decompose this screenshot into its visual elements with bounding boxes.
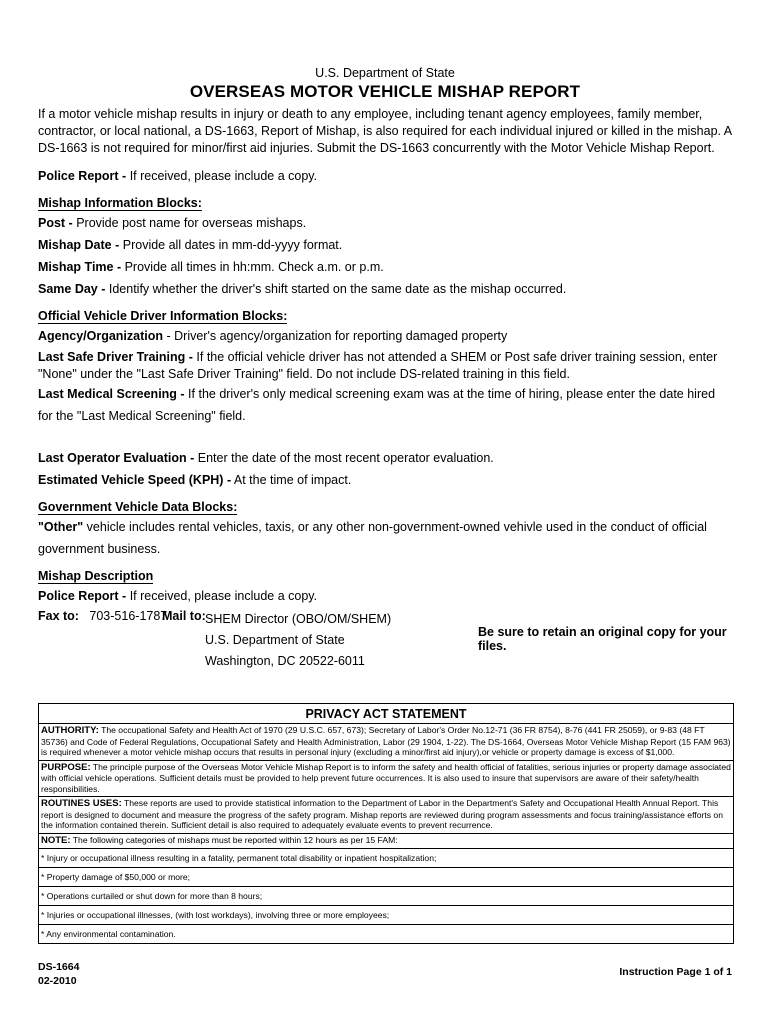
mishap-description-heading: Mishap Description — [38, 569, 154, 583]
mishap-info-heading: Mishap Information Blocks: — [38, 196, 202, 210]
page-title: OVERSEAS MOTOR VEHICLE MISHAP REPORT — [189, 82, 581, 101]
contact-block — [38, 609, 732, 679]
agency-name: U.S. Department of State — [315, 66, 455, 80]
privacy-authority: AUTHORITY: The occupational Safety and Health Act of 1970 (29 U.S.C. 657, 673); Secretary of Labor's Order No.12-71 (36 FR 8754), 8-76 (441 FR 25059), or 9-83 (48 FT 35736) and Code of Federal Regulations, Occupational Safety and Health Administration, Labor (29 1904, 1-22). The DS-1664, Overseas Motor Vehicle Mishap Report (15 FAM 963) is required whenever a motor vehicle mishap occurs that results in personal injury (excluding a minor/first aid injury),or vehicle or property damage is excess of $1,000. — [39, 724, 733, 761]
driver-info-speed: Estimated Vehicle Speed (KPH) - At the time of impact. — [38, 473, 352, 487]
driver-info-agency: Agency/Organization - Driver's agency/organization for reporting damaged property — [38, 329, 508, 343]
police-report-note: Police Report - If received, please include a copy. — [38, 169, 318, 183]
privacy-note: NOTE: The following categories of mishaps must be reported within 12 hours as per 15 FAM: — [39, 834, 733, 850]
page-number: Instruction Page 1 of 1 — [619, 966, 732, 978]
driver-info-medical: Last Medical Screening - If the driver's only medical screening exam was at the time of hiring, please enter the date hired for the "Last Medical Screening" field. — [38, 387, 716, 423]
mishap-info-date: Mishap Date - Provide all dates in mm-dd-yyyy format. — [38, 238, 343, 252]
driver-info-evaluation: Last Operator Evaluation - Enter the date of the most recent operator evaluation. — [38, 451, 494, 465]
mishap-info-time: Mishap Time - Provide all times in hh:mm. Check a.m. or p.m. — [38, 260, 384, 274]
gov-vehicle-heading: Government Vehicle Data Blocks: — [38, 500, 238, 514]
privacy-bullet: * Injuries or occupational illnesses, (with lost workdays), involving three or more employees; — [39, 906, 733, 925]
retain-copy-note: Be sure to retain an original copy for your files. — [478, 625, 727, 653]
privacy-act-statement — [38, 703, 734, 944]
instruction-page — [38, 66, 732, 679]
mishap-info-post: Post - Provide post name for overseas mishaps. — [38, 216, 307, 230]
police-report-note-2: Police Report - If received, please include a copy. — [38, 589, 318, 603]
form-number: DS-1664 02-2010 — [38, 961, 80, 987]
privacy-bullet: * Property damage of $50,000 or more; — [39, 868, 733, 887]
driver-info-training: Last Safe Driver Training - If the official vehicle driver has not attended a SHEM or Post safe driver training session, enter "None" under the "Last Safe Driver Training" field. Do not include DS-related training in this field. — [38, 350, 718, 381]
fax-line: Fax to: 703-516-1787 — [38, 609, 168, 623]
privacy-bullet: * Operations curtailed or shut down for more than 8 hours; — [39, 887, 733, 906]
mail-address: SHEM Director (OBO/OM/SHEM) U.S. Department of State Washington, DC 20522-6011 — [205, 612, 392, 668]
privacy-purpose: PURPOSE: The principle purpose of the Overseas Motor Vehicle Mishap Report is to inform the safety and health official of fatalities, serious injuries or property damage associated with official vehicle operations. Sufficient details must be provided to help prevent future occurrences. It is also used to insure that supervisors are aware of their safety/health responsibilities. — [39, 761, 733, 798]
privacy-bullet: * Injury or occupational illness resulting in a fatality, permanent total disability or inpatient hospitalization; — [39, 849, 733, 868]
privacy-heading: PRIVACY ACT STATEMENT — [39, 704, 733, 724]
intro-paragraph: If a motor vehicle mishap results in injury or death to any employee, including tenant agency employees, family member, contractor, or local national, a DS-1663, Report of Mishap, is also required for each individual injured or killed in the mishap. A DS-1663 is not required for minor/first aid injuries. Submit the DS-1663 concurrently with the Motor Vehicle Mishap Report. — [38, 107, 732, 155]
fax-number: 703-516-1787 — [89, 609, 168, 623]
privacy-routine-uses: ROUTINES USES: These reports are used to provide statistical information to the Department of Labor in the Department's Safety and Occupational Health Annual Report. This report is designed to document and measure the progress of the safety program. Mishap reports are reviewed during program assessments and focus training/assistance efforts on the information contained therein. Sufficient detail is also required to adequately evaluate events to prevent recurrence. — [39, 797, 733, 834]
gov-vehicle-other: "Other" vehicle includes rental vehicles, taxis, or any other non-government-owned vehivle used in the conduct of official government business. — [38, 520, 707, 556]
mail-label: Mail to: — [162, 609, 206, 623]
privacy-bullet: * Any environmental contamination. — [41, 929, 176, 939]
mishap-info-same-day: Same Day - Identify whether the driver's shift started on the same date as the mishap occurred. — [38, 282, 567, 296]
driver-info-heading: Official Vehicle Driver Information Blocks: — [38, 309, 288, 323]
